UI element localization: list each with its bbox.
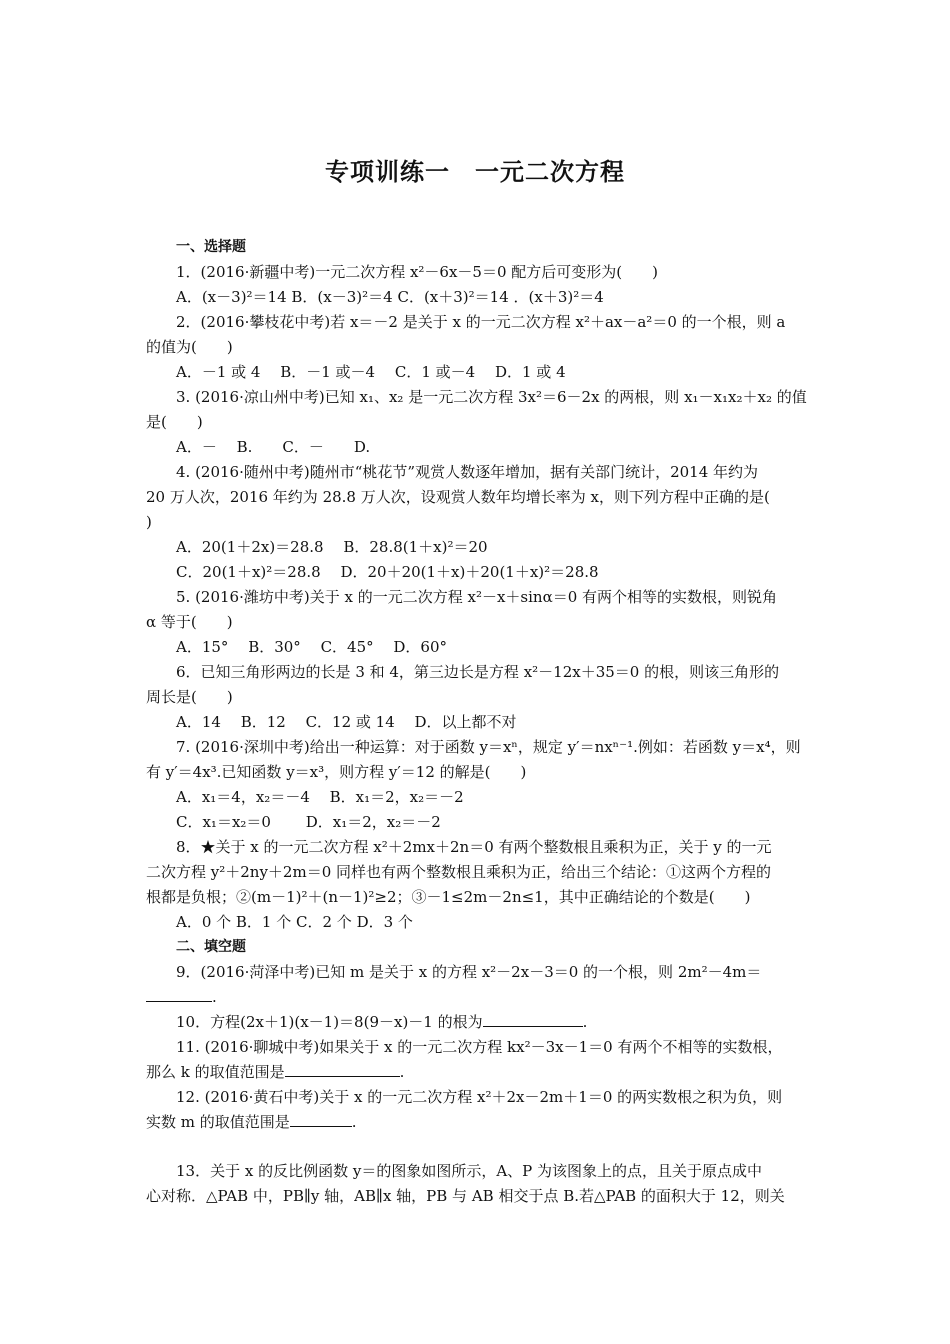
question-9-end: . (212, 988, 217, 1006)
options-5: A．15° B．30° C．45° D．60° (176, 638, 448, 656)
page-title: 专项训练一 一元二次方程 (325, 158, 625, 186)
options-8: A．0 个 B．1 个 C．2 个 D．3 个 (176, 913, 413, 931)
question-8-cont-2: 根都是负根；②(m－1)²＋(n－1)²≥2；③－1≤2m－2n≤1，其中正确结论的个数是( ) (146, 888, 751, 906)
answer-blank-11 (285, 1060, 400, 1077)
question-4: 4. (2016·随州中考)随州市“桃花节”观赏人数逐年增加，据有关部门统计，2014 年约为 (176, 463, 759, 481)
section-heading-fill: 二、填空题 (176, 939, 246, 955)
question-9: 9．(2016·菏泽中考)已知 m 是关于 x 的方程 x²－2x－3＝0 的一个根，则 2m²－4m＝ (176, 963, 762, 981)
question-12-cont (146, 1110, 808, 1135)
question-12: 12. (2016·黄石中考)关于 x 的一元二次方程 x²＋2x－2m＋1＝0 的两实数根之积为负，则 (176, 1088, 783, 1106)
options-7-ab: A．x₁＝4，x₂＝－4 B．x₁＝2，x₂＝－2 (176, 788, 464, 806)
question-13: 13．关于 x 的反比例函数 y＝的图象如图所示，A、P 为该图象上的点，且关于原点成中 (176, 1162, 763, 1180)
question-10-end: . (582, 1013, 588, 1031)
question-10-text: 10．方程(2x＋1)(x－1)＝8(9－x)－1 的根为 (176, 1013, 483, 1031)
question-8: 8．★关于 x 的一元二次方程 x²＋2mx＋2n＝0 有两个整数根且乘积为正，关于 y 的一元 (176, 838, 772, 856)
answer-blank-10 (483, 1010, 583, 1027)
question-5: 5. (2016·潍坊中考)关于 x 的一元二次方程 x²－x＋sinα＝0 有两个相等的实数根，则锐角 (176, 588, 778, 606)
options-1: A．(x－3)²＝14 B．(x－3)²＝4 C．(x＋3)²＝14 ．(x＋3)²＝4 (176, 288, 604, 306)
question-2-cont: 的值为( ) (146, 338, 233, 356)
spacer (146, 1135, 808, 1159)
question-12-end: . (351, 1113, 357, 1131)
question-7-cont: 有 y′＝4x³.已知函数 y＝x³，则方程 y′＝12 的解是( ) (146, 763, 527, 781)
question-6: 6．已知三角形两边的长是 3 和 4，第三边长是方程 x²－12x＋35＝0 的根，则该三角形的 (176, 663, 780, 681)
question-1: 1．(2016·新疆中考)一元二次方程 x²－6x－5＝0 配方后可变形为( ) (176, 263, 658, 281)
question-4-cont-2: ) (146, 513, 152, 531)
question-4-cont: 20 万人次，2016 年约为 28.8 万人次，设观赏人数年均增长率为 x，则下列方程中正确的是( (146, 488, 770, 506)
question-11-cont (146, 1060, 808, 1085)
question-13-cont: 心对称．△PAB 中，PB∥y 轴，AB∥x 轴，PB 与 AB 相交于点 B.若△PAB 的面积大于 12，则关 (146, 1187, 785, 1205)
options-7-cd: C．x₁＝x₂＝0 D．x₁＝2，x₂＝－2 (176, 813, 441, 831)
question-5-cont: α 等于( ) (146, 613, 233, 631)
question-3-cont: 是( ) (146, 413, 203, 431)
question-10 (146, 1010, 808, 1035)
exercise-body (146, 235, 808, 1209)
question-9-cont (146, 985, 808, 1010)
options-4-ab: A．20(1＋2x)＝28.8 B．28.8(1＋x)²＝20 (176, 538, 488, 556)
options-3: A．－ B. C．－ D. (176, 438, 371, 456)
answer-blank-12 (290, 1110, 352, 1127)
question-11: 11. (2016·聊城中考)如果关于 x 的一元二次方程 kx²－3x－1＝0 有两个不相等的实数根， (176, 1038, 783, 1056)
question-3: 3. (2016·凉山州中考)已知 x₁、x₂ 是一元二次方程 3x²＝6－2x 的两根，则 x₁－x₁x₂＋x₂ 的值 (176, 388, 807, 406)
question-2: 2．(2016·攀枝花中考)若 x＝－2 是关于 x 的一元二次方程 x²＋ax－a²＝0 的一个根，则 a (176, 313, 786, 331)
options-4-cd: C．20(1＋x)²＝28.8 D．20＋20(1＋x)＋20(1＋x)²＝28.8 (176, 563, 599, 581)
question-8-cont: 二次方程 y²＋2ny＋2m＝0 同样也有两个整数根且乘积为正，给出三个结论：①这两个方程的 (146, 863, 772, 881)
question-11-end: . (399, 1063, 405, 1081)
question-6-cont: 周长是( ) (146, 688, 233, 706)
options-6: A．14 B．12 C．12 或 14 D．以上都不对 (176, 713, 517, 731)
options-2: A．－1 或 4 B．－1 或－4 C．1 或－4 D．1 或 4 (176, 363, 566, 381)
answer-blank-9 (146, 985, 212, 1002)
section-heading-choice: 一、选择题 (176, 239, 246, 255)
question-7: 7. (2016·深圳中考)给出一种运算：对于函数 y＝xⁿ，规定 y′＝nxⁿ⁻¹.例如：若函数 y＝x⁴，则 (176, 738, 801, 756)
question-12-text: 实数 m 的取值范围是 (146, 1113, 290, 1131)
question-11-text: 那么 k 的取值范围是 (146, 1063, 285, 1081)
